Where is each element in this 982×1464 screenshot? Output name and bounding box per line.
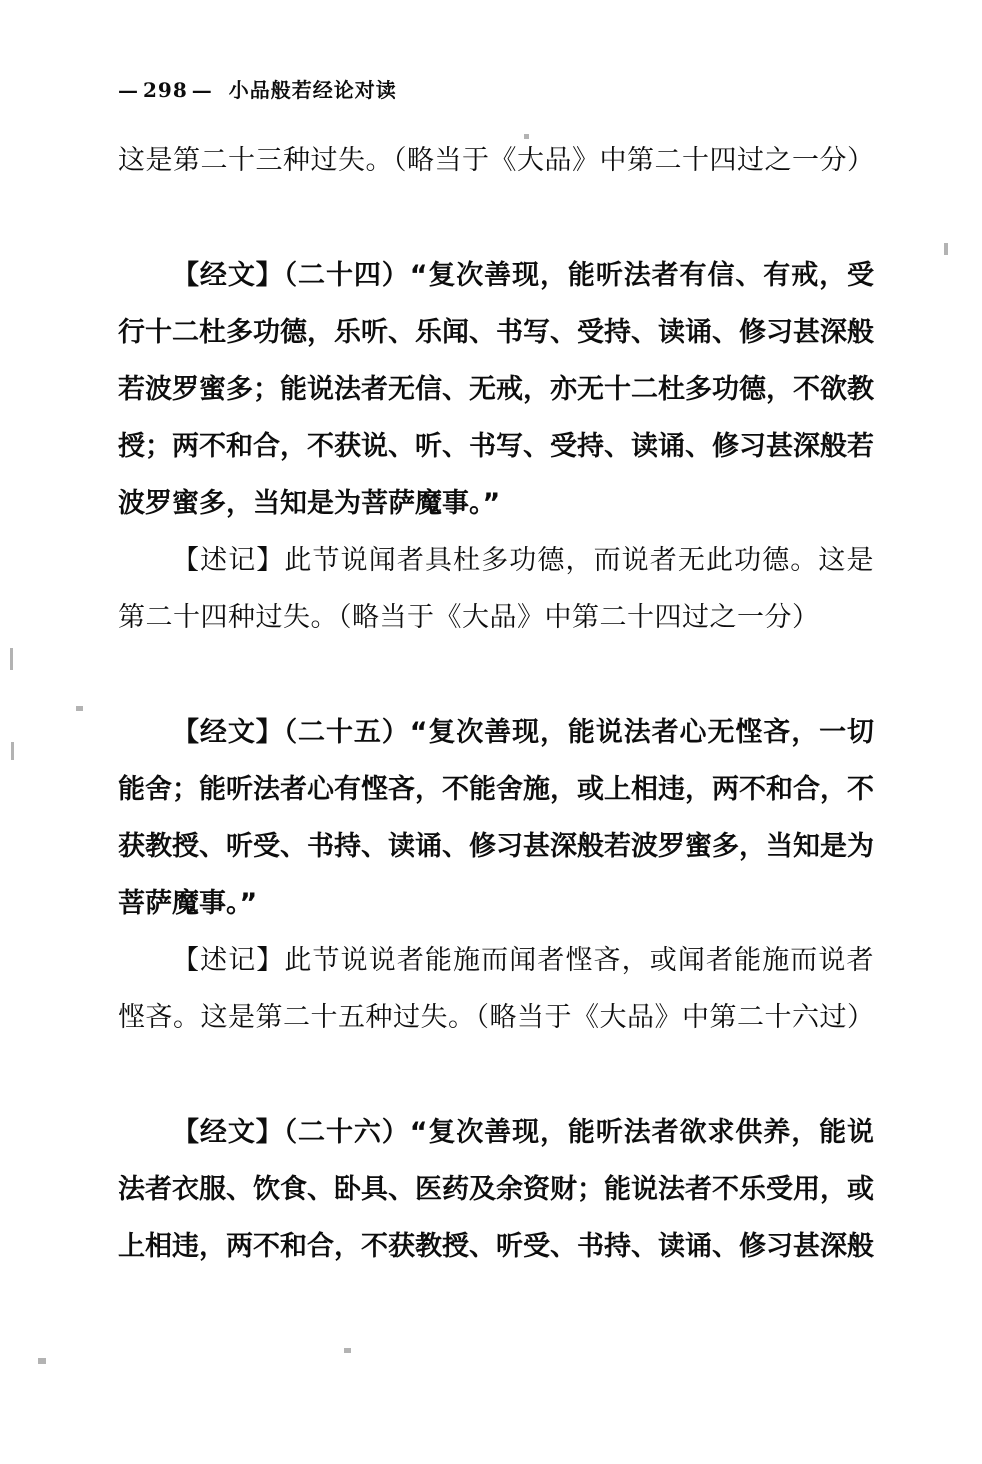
- scan-speck: [11, 742, 14, 760]
- sutra-block-25: [118, 704, 874, 932]
- page-number: 298: [143, 78, 188, 102]
- sutra-text-25: “复次善现，能说法者心无悭吝，一切能舍；能听法者心有悭吝，不能舍施，或上相违，两不和合，不获教授、听受、书持、读诵、修习甚深般若波罗蜜多，当知是为菩萨魔事。”: [118, 717, 875, 919]
- block-spacer: [118, 189, 874, 247]
- page-header: [118, 74, 397, 103]
- sutra-block-24: [118, 247, 874, 532]
- scan-speck: [10, 648, 13, 670]
- header-dash-right: —: [191, 78, 213, 102]
- paragraph-continuation: 这是第二十三种过失。（略当于《大品》中第二十四过之一分）: [118, 145, 875, 176]
- commentary-block-25: [118, 932, 874, 1046]
- sutra-label-26: 【经文】（二十六）: [172, 1117, 410, 1148]
- sutra-label-25: 【经文】（二十五）: [172, 717, 410, 748]
- sutra-text-24: “复次善现，能听法者有信、有戒，受行十二杜多功德，乐听、乐闻、书写、受持、读诵、修习甚深般若波罗蜜多；能说法者无信、无戒，亦无十二杜多功德，不欲教授；两不和合，不获说、听、书写、受持、读诵、修习甚深般若波罗蜜多，当知是为菩萨魔事。”: [118, 260, 875, 519]
- scan-speck: [944, 243, 948, 255]
- page-body: [118, 132, 874, 1275]
- commentary-label-25: 【述记】: [172, 945, 285, 976]
- commentary-text-25: 此节说说者能施而闻者悭吝，或闻者能施而说者悭吝。这是第二十五种过失。（略当于《大品》中第二十六过）: [118, 945, 875, 1033]
- commentary-text-24: 此节说闻者具杜多功德，而说者无此功德。这是第二十四种过失。（略当于《大品》中第二十四过之一分）: [118, 545, 875, 633]
- block-spacer: [118, 1046, 874, 1104]
- commentary-label-24: 【述记】: [172, 545, 285, 576]
- scan-speck: [524, 134, 529, 139]
- commentary-block-24: [118, 532, 874, 646]
- scan-speck: [38, 1358, 46, 1364]
- block-spacer: [118, 646, 874, 704]
- header-dash-left: —: [118, 78, 139, 102]
- sutra-text-26: “复次善现，能听法者欲求供养，能说法者衣服、饮食、卧具、医药及余资财；能说法者不乐受用，或上相违，两不和合，不获教授、听受、书持、读诵、修习甚深般: [118, 1117, 875, 1262]
- sutra-block-26: [118, 1104, 874, 1275]
- book-title: 小品般若经论对读: [228, 78, 397, 102]
- scan-speck: [76, 706, 83, 711]
- scan-speck: [344, 1348, 351, 1353]
- sutra-label-24: 【经文】（二十四）: [172, 260, 410, 291]
